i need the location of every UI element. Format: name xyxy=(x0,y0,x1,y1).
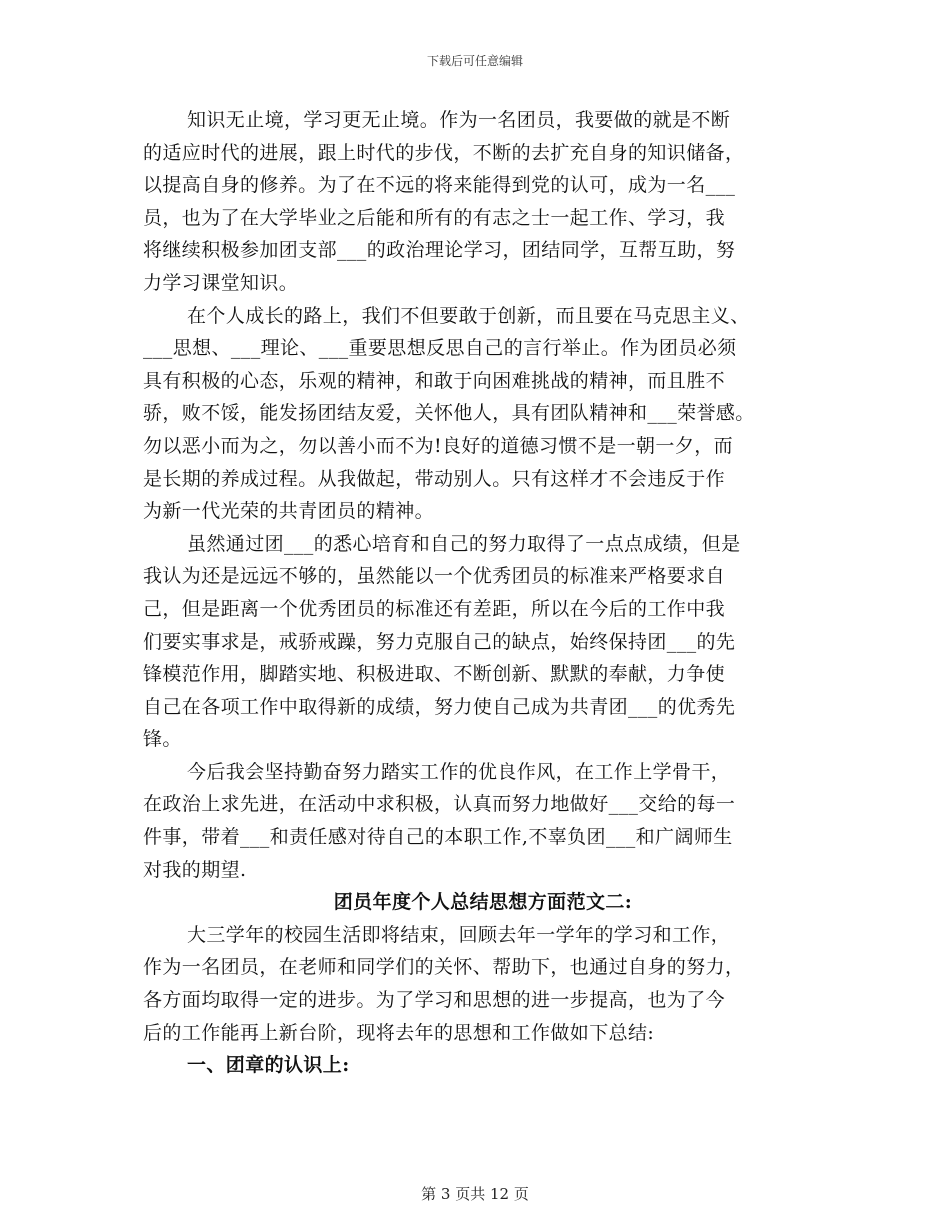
text-line: 对我的期望. xyxy=(143,858,247,881)
text-line: 的适应时代的进展，跟上时代的步伐，不断的去扩充自身的知识储备， xyxy=(143,141,745,164)
text-line: 将继续积极参加团支部___的政治理论学习，团结同学，互帮互助，努 xyxy=(143,239,736,262)
text-line: 今后我会坚持勤奋努力踏实工作的优良作风，在工作上学骨干， xyxy=(187,760,731,783)
text-line: 知识无止境，学习更无止境。作为一名团员，我要做的就是不断 xyxy=(187,109,731,131)
text-line: 大三学年的校园生活即将结束，回顾去年一学年的学习和工作， xyxy=(187,923,731,946)
text-line: 具有积极的心态，乐观的精神，和敢于向困难挑战的精神，而且胜不 xyxy=(143,369,726,392)
text-line: 是长期的养成过程。从我做起，带动别人。只有这样才不会违反于作 xyxy=(143,467,726,490)
text-line: 锋。 xyxy=(143,728,182,751)
section-heading: 团员年度个人总结思想方面范文二: xyxy=(333,891,633,914)
subsection-heading: 一、团章的认识上: xyxy=(187,1054,350,1077)
text-line: 后的工作能再上新台阶，现将去年的思想和工作做如下总结: xyxy=(143,1021,655,1044)
text-line: 勿以恶小而为之，勿以善小而不为!良好的道德习惯不是一朝一夕，而 xyxy=(143,434,734,457)
document-body xyxy=(143,104,823,1082)
text-line: 作为一名团员，在老师和同学们的关怀、帮助下，也通过自身的努力， xyxy=(143,956,745,979)
text-line: 在个人成长的路上，我们不但要敢于创新，而且要在马克思主义、 xyxy=(187,304,750,327)
text-line: 锋模范作用，脚踏实地、积极进取、不断创新、默默的奉献，力争使 xyxy=(143,663,726,686)
text-line: 各方面均取得一定的进步。为了学习和思想的进一步提高，也为了今 xyxy=(143,989,726,1012)
text-line: 员，也为了在大学毕业之后能和所有的有志之士一起工作、学习，我 xyxy=(143,206,726,229)
text-line: 为新一代光荣的共青团员的精神。 xyxy=(143,500,435,523)
text-line: 以提高自身的修养。为了在不远的将来能得到党的认可，成为一名___ xyxy=(143,174,736,197)
text-line: ___思想、___理论、___重要思想反思自己的言行举止。作为团员必须 xyxy=(143,337,737,360)
text-line: 力学习课堂知识。 xyxy=(143,271,299,294)
text-line: 虽然通过团___的悉心培育和自己的努力取得了一点点成绩，但是 xyxy=(187,532,741,555)
page-header: 下载后可任意编辑 xyxy=(426,54,523,68)
text-line: 骄，败不馁，能发扬团结友爱，关怀他人，具有团队精神和___荣誉感。 xyxy=(143,402,755,425)
text-line: 件事，带着___和责任感对待自己的本职工作,不辜负团___和广阔师生 xyxy=(143,826,733,849)
text-line: 们要实事求是，戒骄戒躁，努力克服自己的缺点，始终保持团___的先 xyxy=(143,630,736,653)
text-line: 在政治上求先进，在活动中求积极，认真而努力地做好___交给的每一 xyxy=(143,793,736,816)
text-line: 我认为还是远远不够的，虽然能以一个优秀团员的标准来严格要求自 xyxy=(143,565,726,588)
page-footer: 第 3 页共 12 页 xyxy=(421,1185,529,1203)
text-line: 己，但是距离一个优秀团员的标准还有差距，所以在今后的工作中我 xyxy=(143,597,726,620)
text-line: 自己在各项工作中取得新的成绩，努力使自己成为共青团___的优秀先 xyxy=(143,695,736,718)
